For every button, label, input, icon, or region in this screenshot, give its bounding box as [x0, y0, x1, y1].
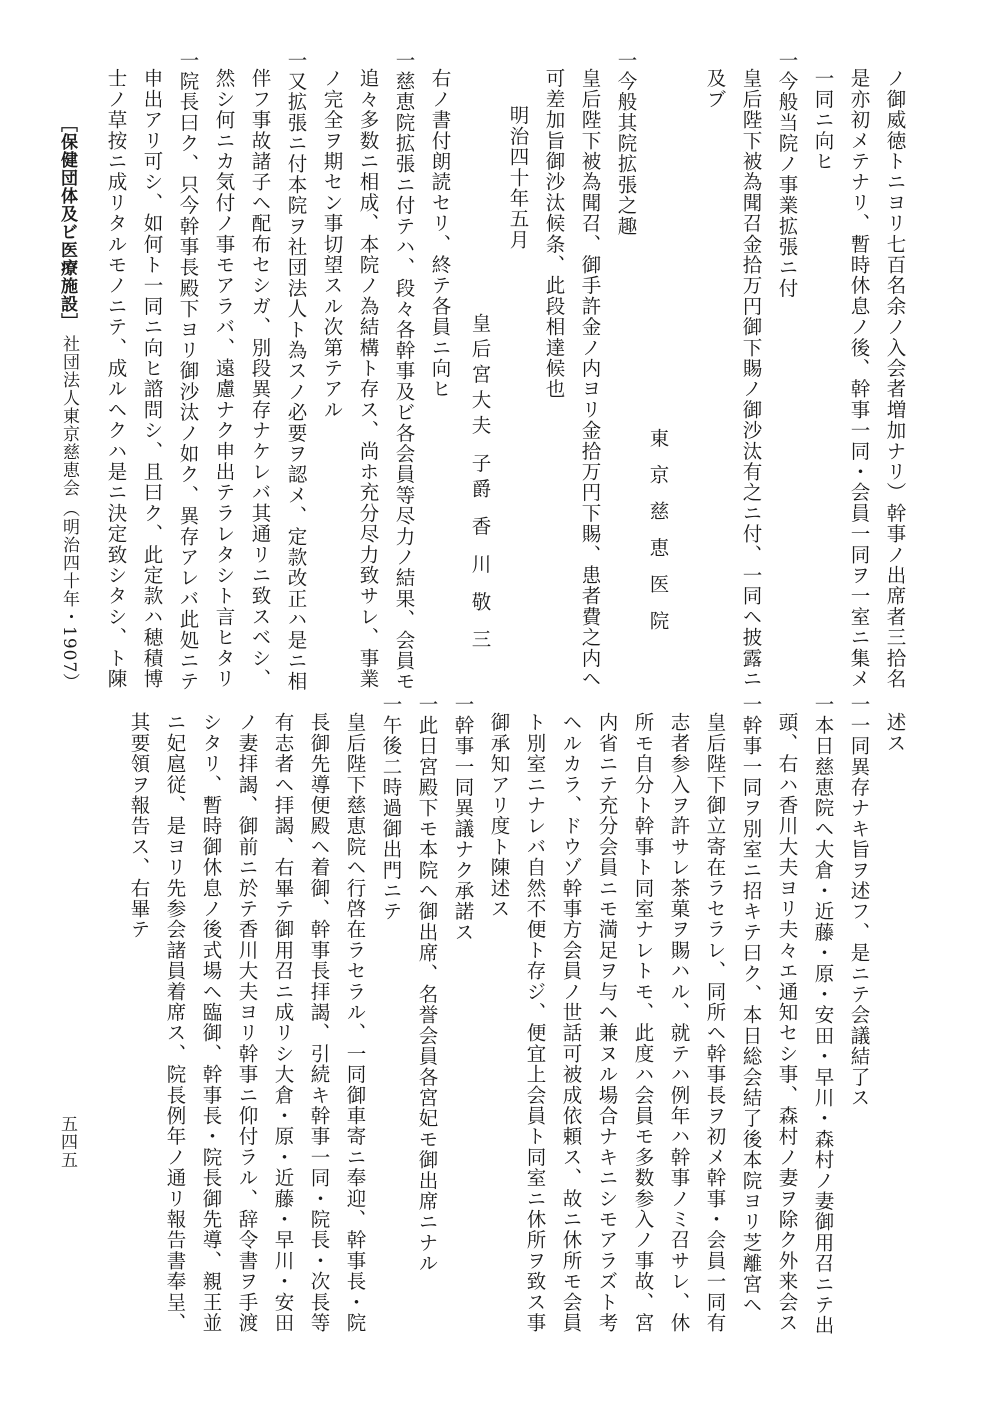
text-column: ヘルカラ、ドウゾ幹事方会員ノ世話可被成依頼ス、故ニ休所モ会員 — [559, 712, 583, 1333]
text-column: シタリ、暫時御休息ノ後式場ヘ臨御、幹事長・院長御先導、親王並 — [199, 712, 223, 1333]
text-column: 其要領ヲ報告ス、右畢テ — [127, 712, 151, 940]
text-column: 皇后陛下慈恵院ヘ行啓在ラセラル、一同御車寄ニ奉迎、幹事長・院 — [343, 712, 367, 1333]
text-column: 然シ何ニカ気付ノ事モアラバ、遠慮ナク申出テラレタシト言ヒタリ — [212, 68, 236, 689]
section-label: ［保健団体及ビ医療施設］ — [57, 115, 77, 331]
text-column: 一院長曰ク、只今幹事長殿下ヨリ御沙汰ノ如ク、異存アレバ此処ニテ — [176, 50, 200, 692]
date-label: （明治四十年・1907） — [59, 500, 79, 692]
organization-name: 社団法人東京慈恵会 — [59, 335, 79, 497]
text-column: 一慈恵院拡張ニ付テハ、段々各幹事及ビ各会員等尽力ノ結果、会員モ — [392, 50, 416, 692]
text-column: 皇后陛下被為聞召金拾万円御下賜ノ御沙汰有之ニ付、一同ヘ披露ニ — [739, 68, 763, 689]
text-column: 伴フ事故諸子ヘ配布セシガ、別段異存ナケレバ其通リニ致スベシ、 — [248, 68, 272, 689]
text-column: 一此日宮殿下モ本院ヘ御出席、名誉会員各宮妃モ御出席ニナル — [415, 694, 439, 1274]
text-column: 一幹事一同異議ナク承諾ス — [451, 694, 475, 943]
hospital-name: 東京慈恵医院 — [646, 428, 670, 647]
text-column: 一午後二時過御出門ニテ — [379, 694, 403, 922]
text-column: 追々多数ニ相成、本院ノ為結構ト存ス、尚ホ充分尽力致サレ、事業 — [356, 68, 380, 689]
text-column: 一本日慈恵院ヘ大倉・近藤・原・安田・早川・森村ノ妻御用召ニテ出 — [811, 694, 835, 1336]
signatory-line: 皇后宮大夫 子爵 香 川 敬 三 — [468, 313, 492, 655]
page-number: 五四五 — [57, 1115, 77, 1169]
date-line: 明治四十年五月 — [506, 105, 530, 250]
text-column: 長御先導便殿ヘ着御、幹事長拝謁、引続キ幹事一同・院長・次長等 — [307, 712, 331, 1333]
text-column: 右ノ書付朗読セリ、終テ各員ニ向ヒ — [428, 68, 452, 400]
text-column: 所モ自分ト幹事ト同室ナレトモ、此度ハ会員モ多数参入ノ事故、宮 — [631, 712, 655, 1333]
text-column: 及ブ — [703, 68, 727, 110]
text-column: 一又拡張ニ付本院ヲ社団法人ト為スノ必要ヲ認メ、定款改正ハ是ニ相 — [284, 50, 308, 692]
text-column: 内省ニテ充分会員ニモ満足ヲ与ヘ兼ヌル場合ナキニシモアラズト考 — [595, 712, 619, 1333]
text-column: 一今般其院拡張之趣 — [614, 50, 638, 237]
text-column: ノ妻拝謁、御前ニ於テ香川大夫ヨリ幹事ニ仰付ラル、辞令書ヲ手渡 — [235, 712, 259, 1333]
text-column: 士ノ草按ニ成リタルモノニテ、成ルヘクハ是ニ決定致シタシ、ト陳 — [104, 68, 128, 689]
text-column: 頭、右ハ香川大夫ヨリ夫々エ通知セシ事、森村ノ妻ヲ除ク外来会ス — [775, 712, 799, 1333]
text-column: 申出アリ可シ、如何ト一同ニ向ヒ諮問シ、且曰ク、此定款ハ穂積博 — [140, 68, 164, 689]
text-column: 一今般当院ノ事業拡張ニ付 — [775, 50, 799, 299]
text-column: 一幹事一同ヲ別室ニ招キテ曰ク、本日総会結了後本院ヨリ芝離宮ヘ — [739, 694, 763, 1315]
text-column: 一一同異存ナキ旨ヲ述フ、是ニテ会議結了ス — [847, 694, 871, 1108]
text-column: 述ス — [883, 712, 907, 754]
text-column: 可差加旨御沙汰候条、此段相達候也 — [542, 68, 566, 400]
text-column: ノ御威徳トニヨリ七百名余ノ入会者増加ナリ）幹事ノ出席者三拾名 — [883, 68, 907, 689]
text-column: 有志者ヘ拝謁、右畢テ御用召ニ成リシ大倉・原・近藤・早川・安田 — [271, 712, 295, 1333]
text-column: ニ妃扈従、是ヨリ先参会諸員着席ス、院長例年ノ通リ報告書奉呈、 — [163, 712, 187, 1333]
text-column: 一同ニ向ヒ — [811, 68, 835, 172]
text-column: ト別室ニナレバ自然不便ト存ジ、便宜上会員ト同室ニ休所ヲ致ス事 — [523, 712, 547, 1333]
text-column: 是亦初メテナリ、暫時休息ノ後、幹事一同・会員一同ヲ一室ニ集メ — [847, 68, 871, 689]
text-column: 志者参入ヲ許サレ茶菓ヲ賜ハル、就テハ例年ハ幹事ノミ召サレ、休 — [667, 712, 691, 1333]
text-column: 皇后陛下被為聞召、御手許金ノ内ヨリ金拾万円下賜、患者費之内ヘ — [578, 68, 602, 689]
text-column: 御承知アリ度ト陳述ス — [487, 712, 511, 919]
text-column: ノ完全ヲ期セン事切望スル次第テアル — [320, 68, 344, 420]
text-column: 皇后陛下御立寄在ラセラレ、同所ヘ幹事長ヲ初メ幹事・会員一同有 — [703, 712, 727, 1333]
